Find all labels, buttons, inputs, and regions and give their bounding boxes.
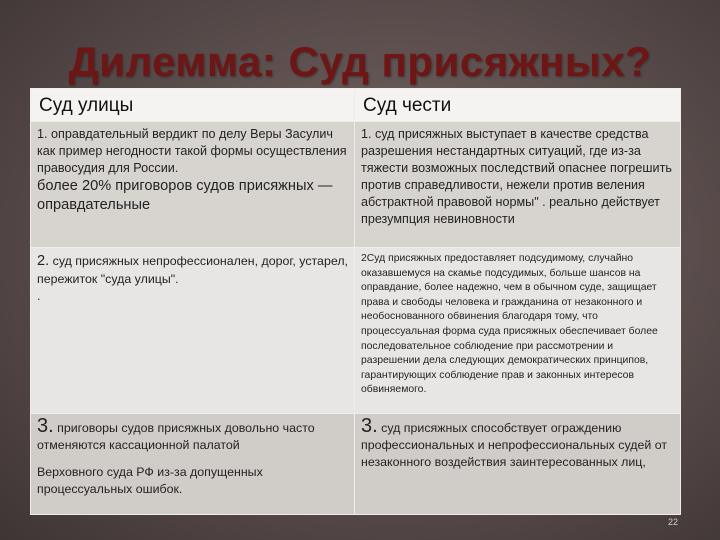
cell-text: приговоры судов присяжных довольно часто отменяются кассационной палатой xyxy=(37,421,315,452)
table-cell xyxy=(355,122,681,248)
cell-text: Верховного суда РФ из-за допущенных процессуальных ошибок. xyxy=(37,465,263,496)
cell-text: 1. оправдательный вердикт по делу Веры Засулич как пример негодности такой формы осуществления правосудия для России. xyxy=(37,127,347,175)
table-cell xyxy=(355,414,681,515)
table-cell xyxy=(355,248,681,414)
table-row xyxy=(31,122,681,248)
header-cell-right: Суд чести xyxy=(355,89,681,122)
cell-text: 2Суд присяжных предоставляет подсудимому, случайно оказавшемуся на скамье подсудимых, больше шансов на оправдание, более надежно, чем в обычном суде, защищает права и свободы человека и гражданина от незаконного и необоснованного обвинения благодаря тому, что процессуальная форма суда присяжных обеспечивает более последовательное соблюдение при рассмотрении и разрешении дела следующих демократических принципов, гарантирующих соблюдение прав и законных интересов обвиняемого. xyxy=(361,253,658,396)
page-number: 22 xyxy=(668,517,679,527)
item-number: 3. xyxy=(361,415,378,437)
cell-text: суд присяжных способствует ограждению профессиональных и непрофессиональных судей от незаконного воздействия заинтересованных лиц, xyxy=(361,421,668,469)
table-cell xyxy=(31,414,355,515)
cell-text: более 20% приговоров судов присяжных — оправдательные xyxy=(37,178,333,213)
item-number: 2. xyxy=(37,253,50,269)
header-cell-left: Суд улицы xyxy=(31,89,355,122)
table-cell xyxy=(31,122,355,248)
comparison-table xyxy=(30,88,681,515)
table-row xyxy=(31,248,681,414)
table-cell xyxy=(31,248,355,414)
slide-title: Дилемма: Суд присяжных? xyxy=(68,38,652,85)
table-row xyxy=(31,414,681,515)
cell-text: . xyxy=(37,289,41,303)
cell-text: 1. суд присяжных выступает в качестве средства разрешения нестандартных ситуаций, где из-за тяжести возможных последствий опаснее погрешить против справедливости, нежели против веления абстрактной правовой нормы" . реально действует презумпция невиновности xyxy=(361,127,672,226)
table-header-row xyxy=(31,89,681,122)
item-number: 3. xyxy=(37,415,54,437)
cell-text: суд присяжных непрофессионален, дорог, устарел, пережиток "суда улицы". xyxy=(37,254,348,286)
